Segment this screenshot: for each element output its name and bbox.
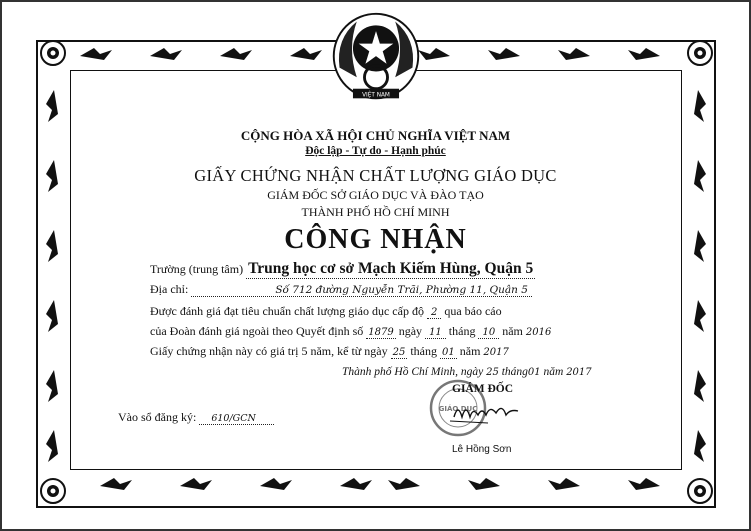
emblem-ribbon-text: VIỆT NAM	[362, 92, 390, 99]
decision-year: 2016	[525, 327, 552, 338]
decision-month: 10	[478, 327, 499, 339]
address-value: Số 712 đường Nguyễn Trãi, Phường 11, Quận 5	[191, 284, 532, 297]
level-row	[150, 304, 502, 319]
sign-year: 2017	[566, 367, 592, 378]
validity-month: 01	[442, 347, 455, 358]
level-text: Được đánh giá đạt tiêu chuẩn chất lượng giáo dục cấp độ	[150, 304, 424, 318]
school-name: Trung học cơ sở Mạch Kiếm Hùng, Quận 5	[248, 260, 534, 277]
decision-month-label: tháng	[448, 324, 476, 338]
decision-number: 1879	[368, 327, 394, 338]
address-label: Địa chỉ:	[150, 282, 189, 296]
bottom-border-pattern-icon	[40, 474, 712, 498]
registry-row	[118, 410, 274, 425]
place-date-text: Thành phố Hồ Chí Minh, ngày	[342, 366, 484, 378]
registry-number: 610/GCN	[199, 413, 274, 425]
validity-text: Giấy chứng nhận này có giá trị 5 năm, kể từ ngày	[150, 344, 388, 358]
address-row	[150, 282, 532, 297]
school-label: Trường (trung tâm)	[150, 262, 244, 276]
decision-year-label: năm	[502, 324, 523, 338]
decision-day: 11	[425, 327, 446, 339]
sign-month: 01	[527, 367, 541, 378]
place-date-row	[342, 366, 592, 378]
level-text-end: qua báo cáo	[444, 304, 502, 318]
validity-row	[150, 344, 509, 359]
issuer-line-2: THÀNH PHỐ HỒ CHÍ MINH	[301, 205, 450, 219]
validity-day: 25	[392, 347, 406, 358]
decision-day-label: ngày	[398, 324, 423, 338]
seal-text: GIÁO DỤC	[438, 405, 478, 413]
national-motto: Độc lập - Tự do - Hạnh phúc	[305, 145, 446, 157]
validity-year: 2017	[483, 347, 509, 358]
handwritten-signature-icon	[448, 395, 526, 425]
registry-label: Vào sổ đăng ký:	[118, 410, 197, 424]
recognition-heading: CÔNG NHẬN	[284, 224, 467, 255]
national-emblem-icon	[328, 10, 424, 106]
sign-year-label: năm	[543, 366, 564, 378]
sign-day: 25	[486, 367, 499, 378]
level-value: 2	[427, 307, 441, 319]
school-row	[150, 260, 535, 279]
decision-row	[150, 324, 551, 339]
sign-month-label: tháng	[501, 366, 528, 378]
decision-text: của Đoàn đánh giá ngoài theo Quyết định số	[150, 324, 364, 338]
certificate-title: GIẤY CHỨNG NHẬN CHẤT LƯỢNG GIÁO DỤC	[194, 166, 557, 185]
issuer-line-1: GIÁM ĐỐC SỞ GIÁO DỤC VÀ ĐÀO TẠO	[267, 188, 484, 202]
director-title: GIÁM ĐỐC	[452, 383, 514, 395]
director-name: Lê Hồng Sơn	[452, 444, 512, 455]
validity-year-label: năm	[459, 344, 481, 358]
validity-month-label: tháng	[410, 344, 438, 358]
republic-heading: CỘNG HÒA XÃ HỘI CHỦ NGHĨA VIỆT NAM	[240, 128, 511, 143]
